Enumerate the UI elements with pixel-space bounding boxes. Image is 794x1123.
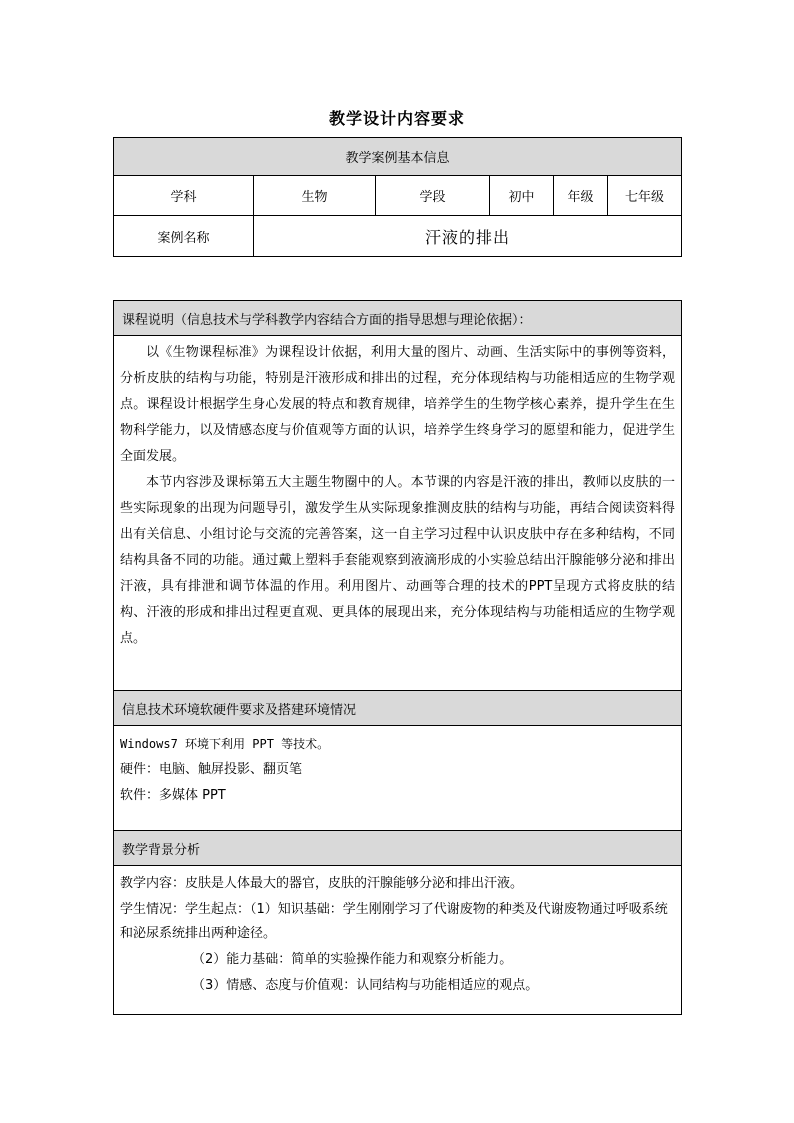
course-description-paragraph-2: 本节内容涉及课标第五大主题生物圈中的人。本节课的内容是汗液的排出，教师以皮肤的一些实际现象的出现为问题导引，激发学生从实际现象推测皮肤的结构与功能，再结合阅读资料得出有关信息、小组讨论与交流的完善答案，这一自主学习过程中认识皮肤中存在多种结构，不同结构具备不同的功能。通过戴上塑料手套能观察到液滴形成的小实验总结出汗腺能够分泌和排出汗液，具有排泄和调节体温的作用。利用图片、动画等合理的技术的PPT呈现方式将皮肤的结构、汗液的形成和排出过程更直观、更具体的展现出来，充分体现结构与功能相适应的生物学观点。 [120,475,675,646]
stage-value: 初中 [490,176,554,216]
subject-label: 学科 [114,176,254,216]
background-line-1: 教学内容：皮肤是人体最大的器官，皮肤的汗腺能够分泌和排出汗液。 [120,876,524,891]
stage-label: 学段 [376,176,490,216]
page-title: 教学设计内容要求 [328,109,465,128]
case-name-value: 汗液的排出 [254,216,682,257]
subject-value: 生物 [254,176,376,216]
course-description-body [114,336,682,691]
tech-env-body [114,726,682,831]
course-description-header: 课程说明（信息技术与学科教学内容结合方面的指导思想与理论依据）： [114,301,682,336]
basic-info-table [113,137,682,257]
background-header: 教学背景分析 [114,831,682,866]
course-description-paragraph-1: 以《生物课程标准》为课程设计依据，利用大量的图片、动画、生活实际中的事例等资料，分析皮肤的结构与功能，特别是汗液形成和排出的过程，充分体现结构与功能相适应的生物学观点。课程设计根据学生身心发展的特点和教育规律，培养学生的生物学核心素养，提升学生在生物科学能力，以及情感态度与价值观等方面的认识，培养学生终身学习的愿望和能力，促进学生全面发展。 [120,345,675,464]
tech-env-line-3: 软件：多媒体 PPT [120,788,226,803]
grade-label: 年级 [554,176,608,216]
tech-env-line-1: Windows7 环境下利用 PPT 等技术。 [120,737,330,751]
tech-env-header: 信息技术环境软硬件要求及搭建环境情况 [114,691,682,726]
background-line-4: （3）情感、态度与价值观：认同结构与功能相适应的观点。 [192,978,539,993]
basic-info-header: 教学案例基本信息 [114,138,682,176]
background-line-2: 学生情况：学生起点：（1）知识基础：学生刚刚学习了代谢废物的种类及代谢废物通过呼吸系统和泌尿系统排出两种途径。 [120,902,668,941]
tech-env-line-2: 硬件：电脑、触屏投影、翻页笔 [120,762,303,777]
case-name-label: 案例名称 [114,216,254,257]
background-body [114,866,682,1015]
grade-value: 七年级 [608,176,682,216]
background-line-3: （2）能力基础：简单的实验操作能力和观察分析能力。 [192,952,513,967]
content-table [113,300,682,1015]
